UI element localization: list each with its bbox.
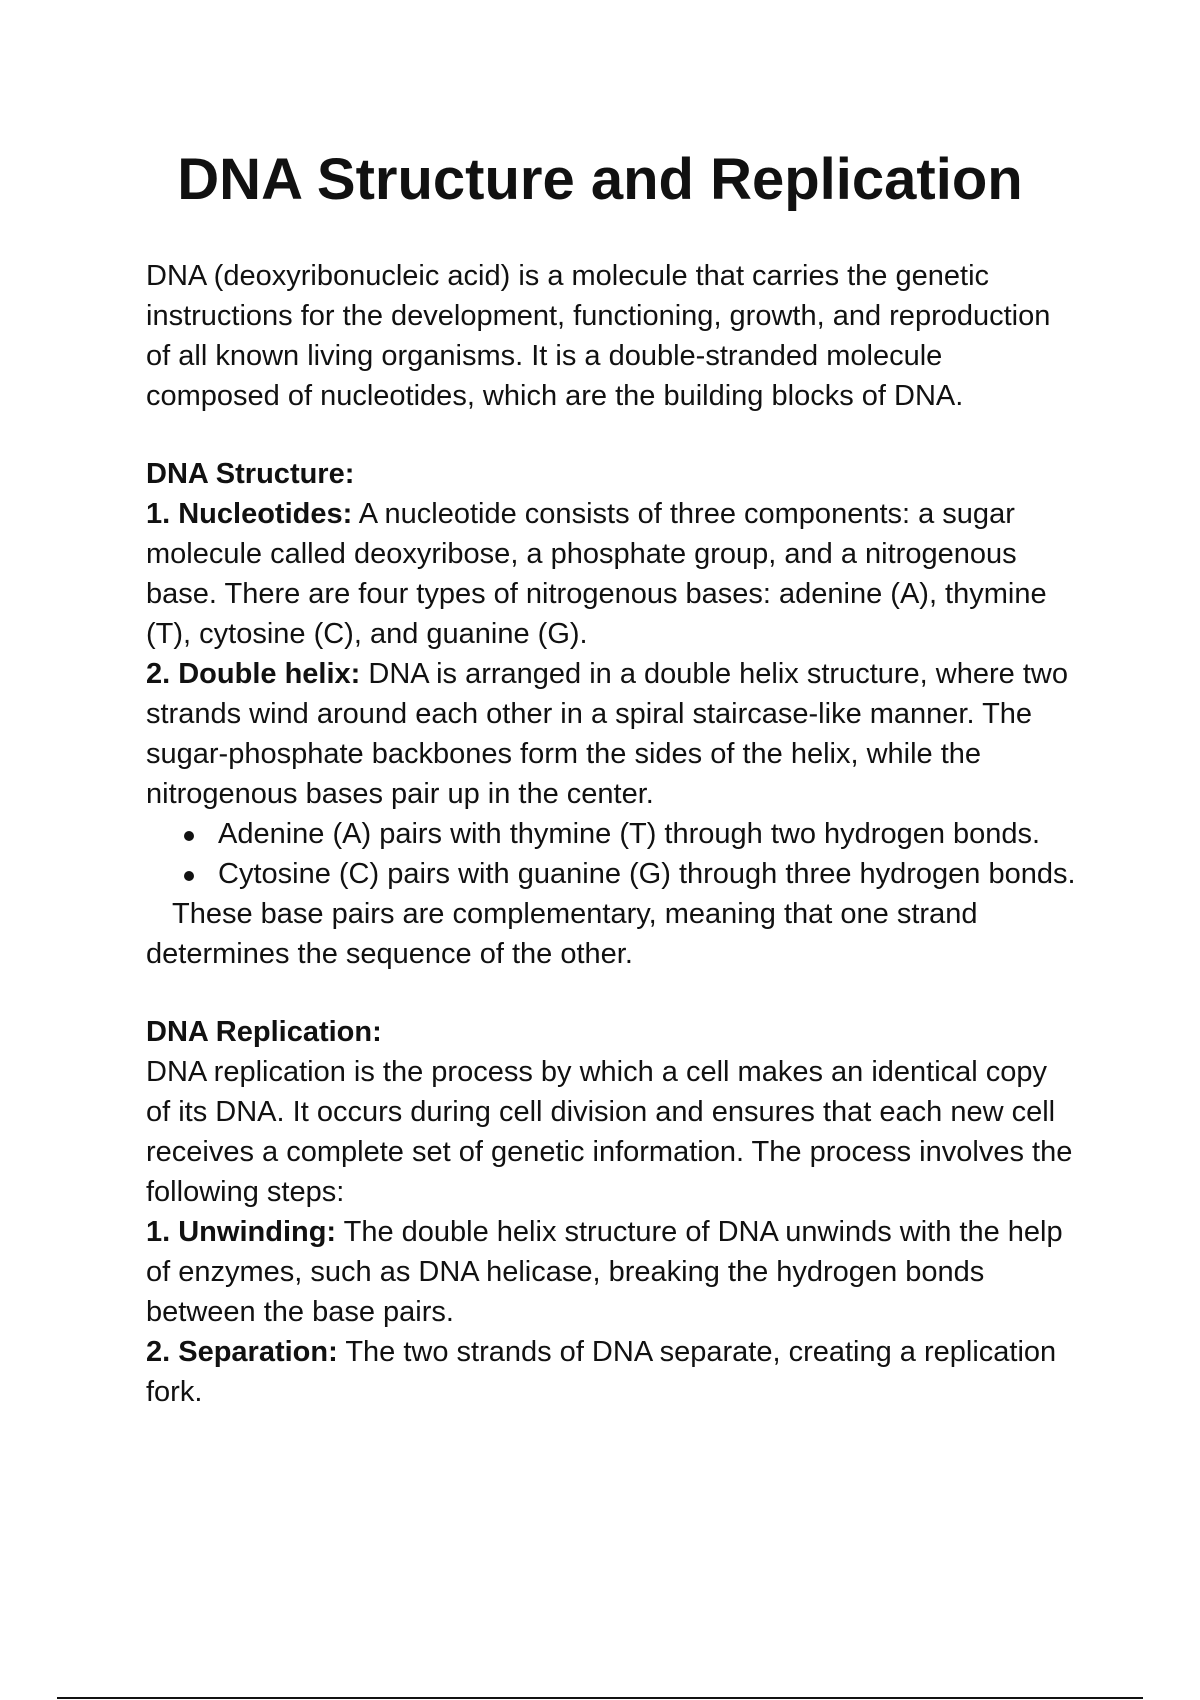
complementary-paragraph: These base pairs are complementary, meaning that one strand determines the sequence of the other. [146,898,978,970]
item-lead: 2. Double helix: [146,658,361,690]
structure-item-nucleotides [146,494,1076,654]
replication-intro: DNA replication is the process by which a cell makes an identical copy of its DNA. It occurs during cell division and ensures that each new cell receives a complete set of genetic information. The process involves the following steps: [146,1056,1073,1208]
item-text: DNA is arranged in a double helix structure, where two strands wind around each other in a spiral staircase-like manner. The sugar-phosphate backbones form the sides of the helix, while the nitrogenous bases pair up in the center. [146,658,1068,810]
item-text: A nucleotide consists of three components: a sugar molecule called deoxyribose, a phosphate group, and a nitrogenous base. There are four types of nitrogenous bases: adenine (A), thymine (T), cytosine (C), and guanine (G). [146,498,1047,650]
page-divider [57,1697,1143,1699]
intro-paragraph: DNA (deoxyribonucleic acid) is a molecule that carries the genetic instructions for the development, functioning, growth, and reproduction of all known living organisms. It is a double-stranded molecule composed of nucleotides, which are the building blocks of DNA. [146,260,1051,412]
spacer [146,416,1076,454]
list-item: Adenine (A) pairs with thymine (T) through two hydrogen bonds. [218,814,1076,854]
step-text: The double helix structure of DNA unwinds with the help of enzymes, such as DNA helicase, breaking the hydrogen bonds between the base pairs. [146,1216,1063,1328]
structure-item-double-helix [146,654,1076,814]
base-pair-list [146,814,1076,894]
list-item: Cytosine (C) pairs with guanine (G) through three hydrogen bonds. [218,854,1076,894]
step-lead: 1. Unwinding: [146,1216,337,1248]
item-lead: 1. Nucleotides: [146,498,353,530]
section-heading-structure: DNA Structure: [146,458,355,490]
replication-step-separation [146,1332,1076,1412]
step-text: The two strands of DNA separate, creating a replication fork. [146,1336,1057,1408]
section-heading-replication: DNA Replication: [146,1016,382,1048]
spacer [146,974,1076,1012]
page-title: DNA Structure and Replication [177,147,1023,212]
step-lead: 2. Separation: [146,1336,338,1368]
document-body [146,256,1076,1412]
replication-step-unwinding [146,1212,1076,1332]
